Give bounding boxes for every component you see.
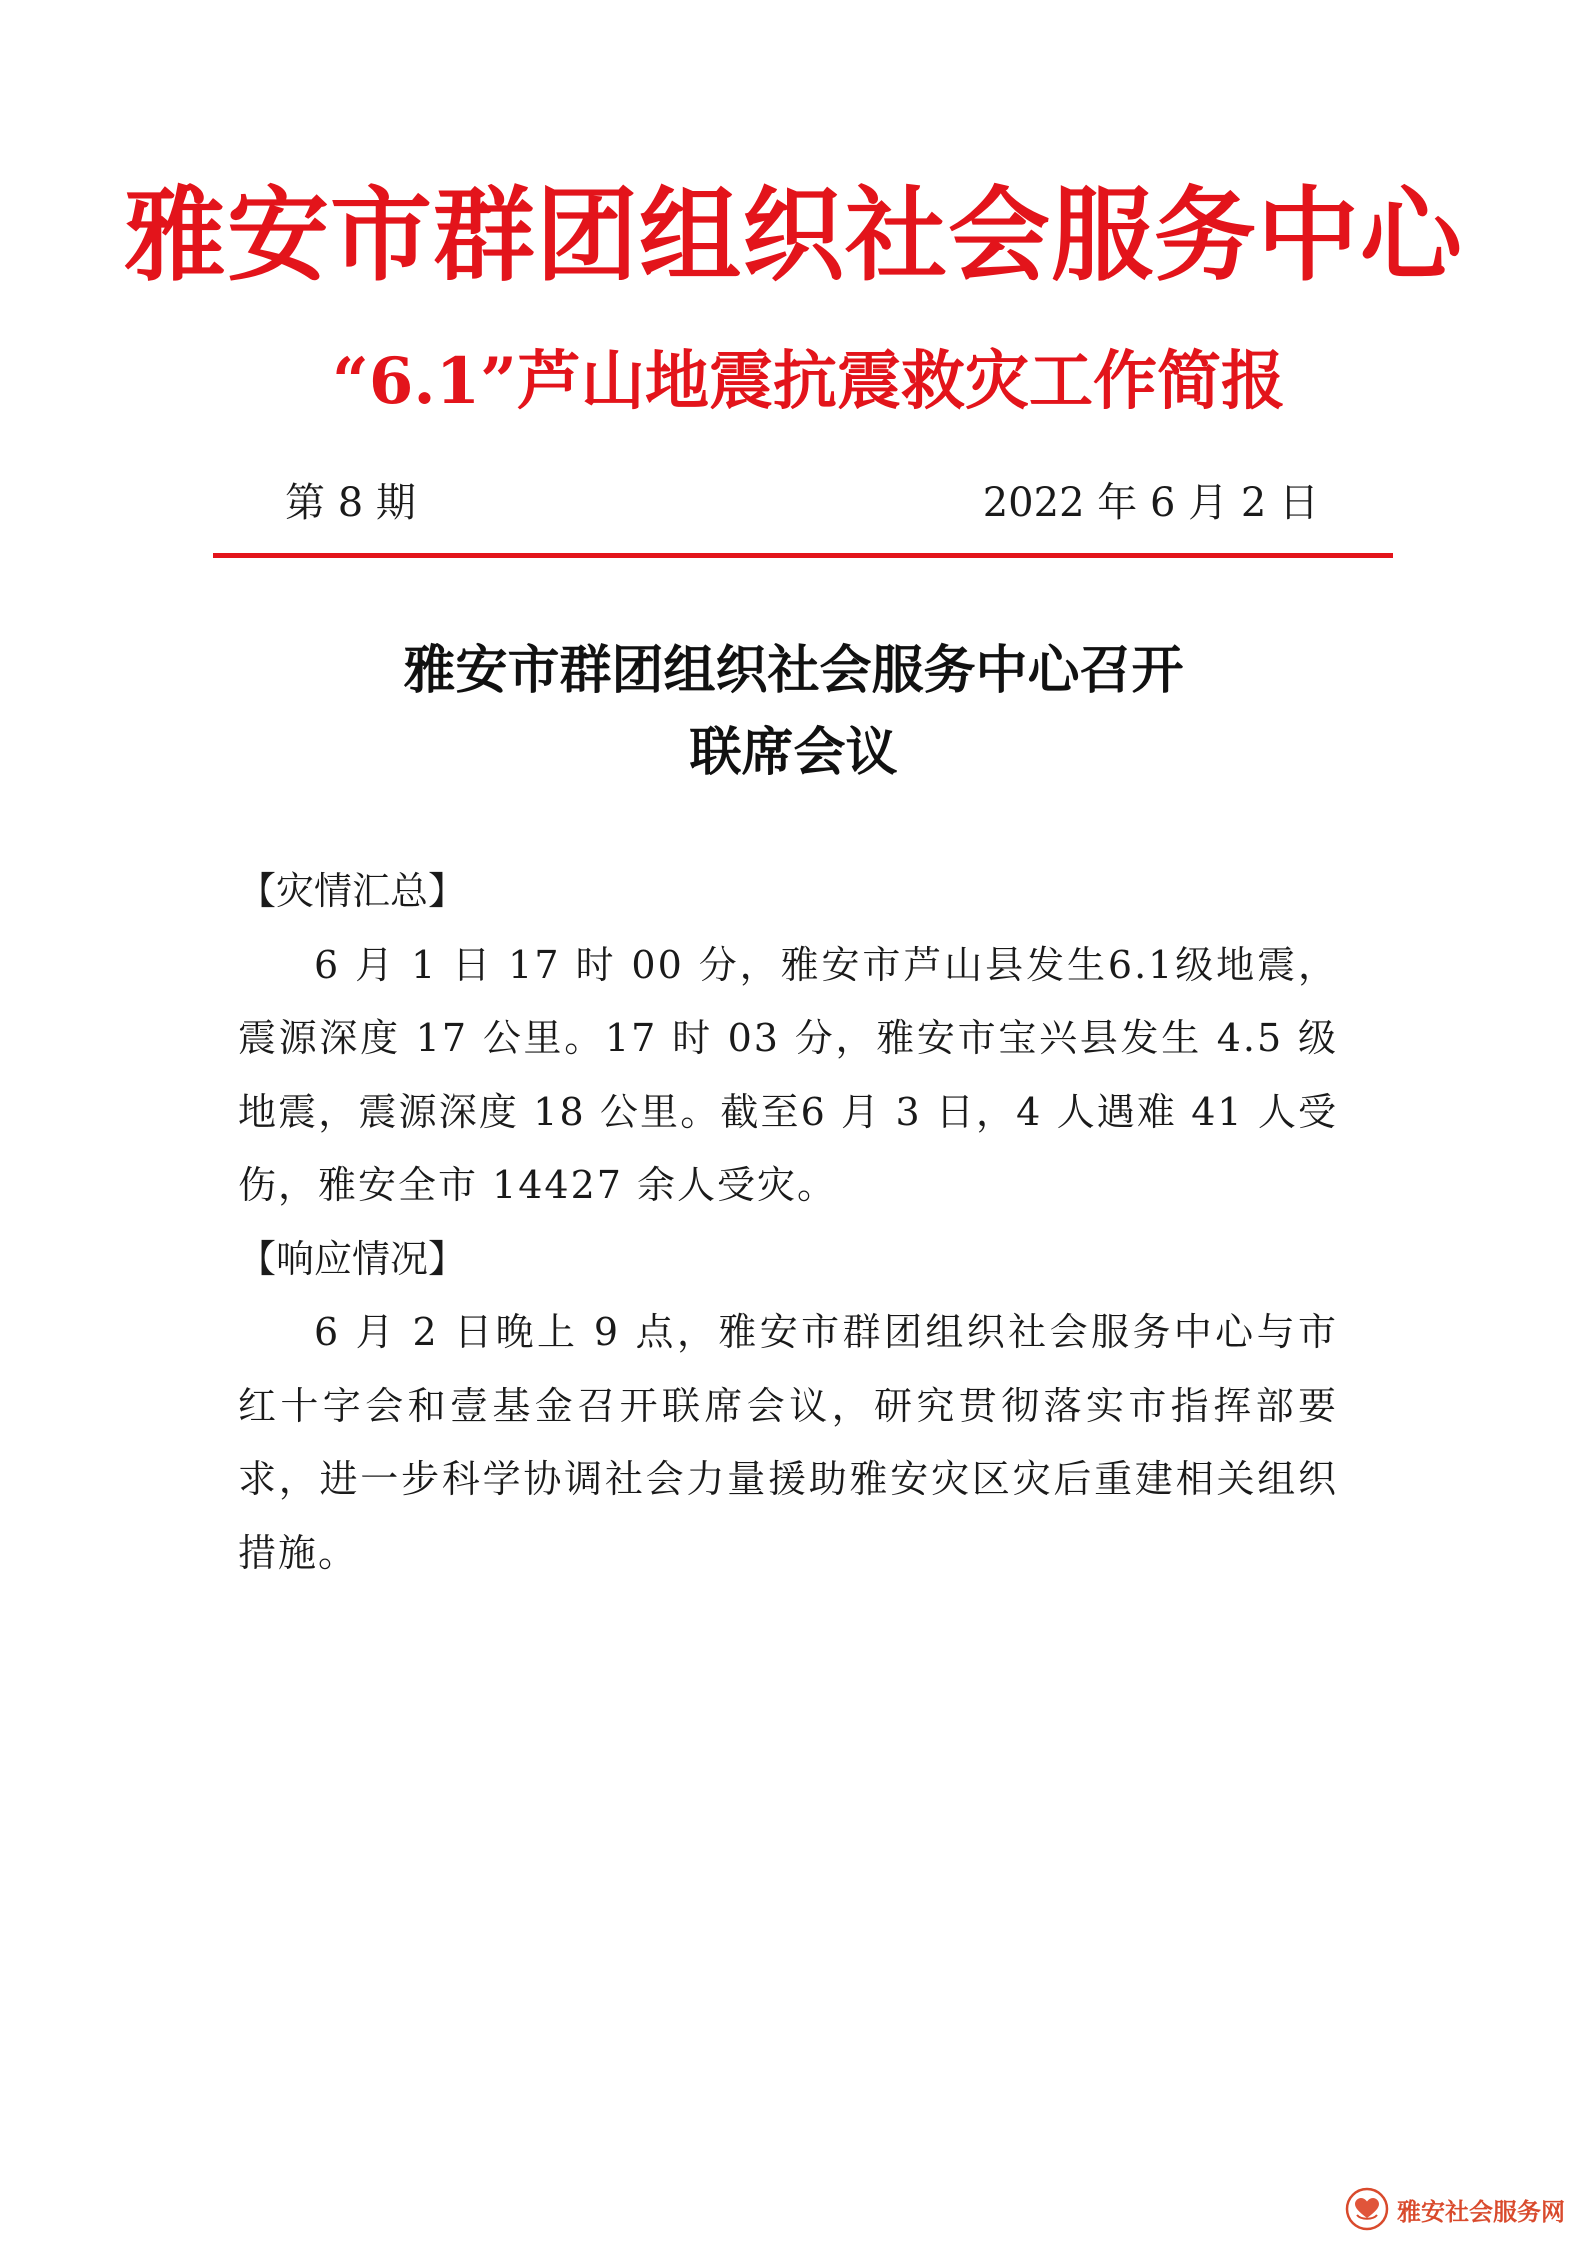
masthead-subtitle: “6.1”芦山地震抗震救灾工作简报 bbox=[332, 344, 1285, 419]
section-body-response: 6 月 2 日晚上 9 点，雅安市群团组织社会服务中心与市红十字会和壹基金召开联席会议，研究贯彻落实市指挥部要求，进一步科学协调社会力量援助雅安灾区灾后重建相关组织措施。 bbox=[238, 1310, 1338, 1575]
issue-date: 2022 年 6 月 2 日 bbox=[982, 480, 1319, 526]
masthead-organization: 雅安市群团组织社会服务中心 bbox=[124, 176, 1463, 296]
article-content bbox=[238, 855, 1338, 1590]
issue-number: 第 8 期 bbox=[285, 480, 416, 526]
section-body-disaster: 6 月 1 日 17 时 00 分，雅安市芦山县发生6.1级地震，震源深度 17 公里。17 时 03 分，雅安市宝兴县发生 4.5 级地震，震源深度 18 公里。截至6 月 3 日，4 人遇难 41 人受伤，雅安全市 14427 余人受灾。 bbox=[238, 942, 1338, 1207]
red-divider bbox=[213, 553, 1393, 558]
watermark-text: 雅安社会服务网 bbox=[1397, 2197, 1565, 2226]
section-heading-response: 【响应情况】 bbox=[238, 1236, 467, 1281]
article-title bbox=[0, 630, 1587, 794]
section-heading-disaster: 【灾情汇总】 bbox=[238, 869, 467, 913]
heart-hands-logo-icon bbox=[1345, 2187, 1389, 2231]
article-title-line-1: 雅安市群团组织社会服务中心召开 bbox=[403, 640, 1184, 701]
watermark bbox=[1345, 2187, 1565, 2231]
article-title-line-2: 联席会议 bbox=[689, 722, 898, 783]
